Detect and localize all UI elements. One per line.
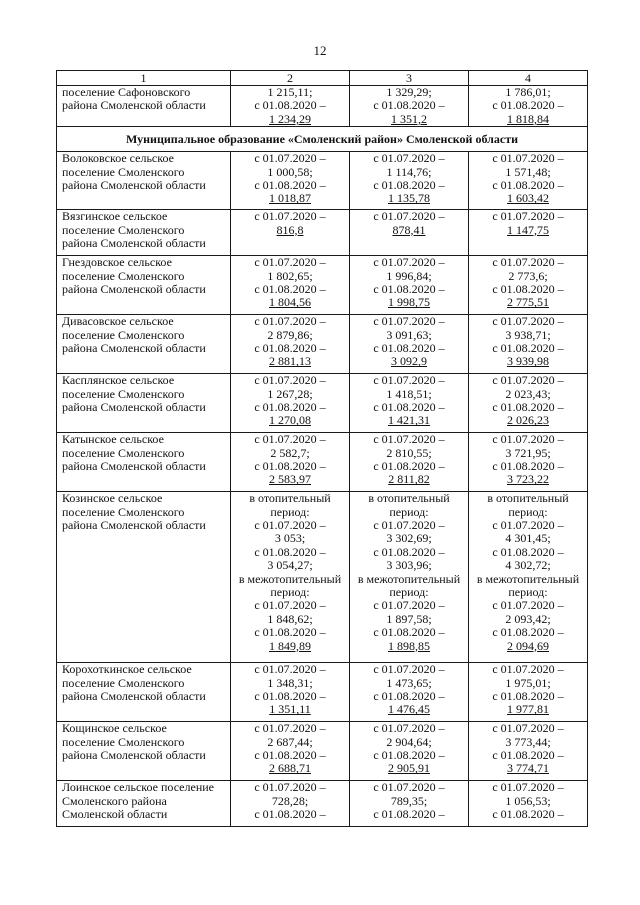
- tariff-line: с 01.07.2020 –: [373, 314, 445, 329]
- settlement-name-line: поселение Сафоновского: [62, 85, 191, 99]
- tariff-line: с 01.08.2020 –: [492, 282, 564, 297]
- tariff-line: с 01.07.2020 –: [492, 518, 564, 533]
- tariff-line: с 01.08.2020 –: [373, 459, 445, 474]
- tariff-line: с 01.07.2020 –: [492, 780, 564, 795]
- tariff-line: с 01.07.2020 –: [373, 209, 445, 224]
- settlement-name-line: Вязгинское сельское: [62, 209, 168, 224]
- tariff-line: с 01.08.2020 –: [492, 689, 564, 704]
- tariff-line: 3 302,69;: [386, 531, 432, 546]
- table-row: [57, 256, 588, 315]
- settlement-name-line: поселение Смоленского: [62, 222, 185, 237]
- tariff-col3-cell: [350, 210, 469, 256]
- settlement-name-line: Дивасовское сельское: [62, 314, 174, 329]
- tariff-line: 1 897,58;: [386, 611, 432, 626]
- tariff-col3-cell: [350, 256, 469, 315]
- tariff-line: 2 026,23: [507, 413, 549, 428]
- settlement-name-line: Козинское сельское: [62, 491, 163, 506]
- settlement-name-line: района Смоленской области: [62, 518, 206, 533]
- tariff-line: 1 329,29;: [386, 85, 432, 99]
- tariff-col4-cell: [469, 210, 588, 256]
- tariff-line: с 01.08.2020 –: [254, 625, 326, 640]
- settlement-name-line: поселение Смоленского: [62, 327, 185, 342]
- tariff-line: 1 000,58;: [267, 164, 313, 179]
- settlement-name-line: района Смоленской области: [62, 236, 206, 251]
- tariff-line: с 01.07.2020 –: [254, 780, 326, 795]
- tariff-line: с 01.07.2020 –: [254, 373, 326, 388]
- tariff-line: с 01.08.2020 –: [254, 807, 326, 822]
- tariff-line: 1 421,31: [388, 413, 430, 428]
- table-row: [57, 722, 588, 781]
- tariff-line: 1 898,85: [388, 638, 430, 653]
- tariff-line: 2 773,6;: [508, 268, 548, 283]
- tariff-line: 1 998,75: [388, 295, 430, 310]
- table-row: [57, 663, 588, 722]
- settlement-name-line: района Смоленской области: [62, 689, 206, 704]
- tariff-line: с 01.07.2020 –: [492, 373, 564, 388]
- tariff-line: с 01.07.2020 –: [373, 518, 445, 533]
- tariff-line: 2 093,42;: [505, 611, 551, 626]
- settlement-name-line: Катынское сельское: [62, 432, 164, 447]
- tariff-col4-cell: [469, 374, 588, 433]
- tariff-line: период:: [389, 585, 429, 600]
- tariff-line: 1 234,29: [269, 111, 311, 126]
- tariff-line: с 01.08.2020 –: [373, 341, 445, 356]
- tariff-line: с 01.07.2020 –: [254, 151, 326, 166]
- settlement-name-line: Кощинское сельское: [62, 721, 167, 736]
- tariff-line: с 01.07.2020 –: [373, 598, 445, 613]
- tariff-line: с 01.08.2020 –: [492, 341, 564, 356]
- tariff-line: 2 687,44;: [267, 734, 313, 749]
- settlement-name-cell: [57, 781, 231, 827]
- tariff-line: 878,41: [392, 222, 426, 237]
- tariff-col4-cell: [469, 86, 588, 127]
- tariff-line: с 01.08.2020 –: [373, 625, 445, 640]
- tariff-line: с 01.08.2020 –: [492, 459, 564, 474]
- tariff-line: с 01.08.2020 –: [373, 98, 445, 113]
- tariff-line: с 01.07.2020 –: [373, 373, 445, 388]
- tariff-line: период:: [508, 585, 548, 600]
- tariff-line: период:: [508, 504, 548, 519]
- settlement-name-line: Смоленской области: [62, 807, 168, 822]
- settlement-name-line: района Смоленской области: [62, 400, 206, 415]
- tariff-line: с 01.08.2020 –: [492, 625, 564, 640]
- settlement-name-line: района Смоленской области: [62, 341, 206, 356]
- table-row: [57, 315, 588, 374]
- tariff-line: с 01.08.2020 –: [373, 748, 445, 763]
- tariff-line: с 01.08.2020 –: [373, 544, 445, 559]
- tariff-line: с 01.08.2020 –: [254, 98, 326, 113]
- table-row: [57, 781, 588, 827]
- table-header-row: [57, 71, 588, 86]
- settlement-name-cell: [57, 492, 231, 663]
- tariff-col3-cell: [350, 492, 469, 663]
- tariff-col2-cell: [231, 152, 350, 210]
- tariff-col3-cell: [350, 781, 469, 827]
- tariff-line: с 01.08.2020 –: [373, 689, 445, 704]
- tariff-line: 1 135,78: [388, 191, 430, 206]
- section-title: Муниципальное образование «Смоленский район» Смоленской области: [57, 127, 588, 152]
- tariff-line: 2 811,82: [388, 472, 430, 487]
- tariff-line: с 01.08.2020 –: [373, 400, 445, 415]
- tariff-line: 2 583,97: [269, 472, 311, 487]
- settlement-name-cell: [57, 722, 231, 781]
- settlement-name-cell: [57, 663, 231, 722]
- tariff-col3-cell: [350, 152, 469, 210]
- tariff-line: с 01.07.2020 –: [373, 255, 445, 270]
- tariff-line: 1 351,11: [269, 702, 311, 717]
- settlement-name-cell: [57, 315, 231, 374]
- tariff-line: 2 094,69: [507, 638, 549, 653]
- tariff-line: 2 810,55;: [386, 445, 432, 460]
- section-row: [57, 127, 588, 152]
- tariff-line: 1 473,65;: [386, 675, 432, 690]
- tariff-col2-cell: [231, 210, 350, 256]
- tariff-line: с 01.07.2020 –: [254, 209, 326, 224]
- tariff-line: с 01.08.2020 –: [254, 544, 326, 559]
- tariff-col2-cell: [231, 663, 350, 722]
- tariff-line: 3 773,44;: [505, 734, 551, 749]
- tariff-line: 1 996,84;: [386, 268, 432, 283]
- settlement-name-line: Лоинское сельское поселение: [62, 780, 214, 795]
- table-row-continued: [57, 86, 588, 127]
- settlement-name-line: района Смоленской области: [62, 459, 206, 474]
- tariff-line: 1 571,48;: [505, 164, 551, 179]
- tariff-line: 2 879,86;: [267, 327, 313, 342]
- tariff-col2-cell: [231, 492, 350, 663]
- tariff-line: 2 904,64;: [386, 734, 432, 749]
- tariff-line: 4 302,72;: [505, 558, 551, 573]
- tariff-line: с 01.08.2020 –: [254, 341, 326, 356]
- tariff-line: с 01.08.2020 –: [492, 98, 564, 113]
- settlement-name-cell: [57, 433, 231, 492]
- tariff-line: с 01.08.2020 –: [254, 400, 326, 415]
- table-row: [57, 374, 588, 433]
- tariff-line: с 01.07.2020 –: [373, 151, 445, 166]
- tariff-col4-cell: [469, 152, 588, 210]
- tariff-line: с 01.08.2020 –: [254, 459, 326, 474]
- tariff-line: 3 721,95;: [505, 445, 551, 460]
- tariff-col2-cell: [231, 433, 350, 492]
- tariff-line: 1 849,89: [269, 638, 311, 653]
- settlement-name-line: поселение Смоленского: [62, 164, 185, 179]
- tariff-col2-cell: [231, 256, 350, 315]
- tariff-line: 2 775,51: [507, 295, 549, 310]
- tariff-line: с 01.07.2020 –: [492, 721, 564, 736]
- table-row: [57, 152, 588, 210]
- tariff-line: с 01.07.2020 –: [492, 255, 564, 270]
- tariff-line: 816,8: [276, 222, 304, 237]
- settlement-name-line: поселение Смоленского: [62, 504, 185, 519]
- tariff-line: 1 348,31;: [267, 675, 313, 690]
- column-header-4: 4: [469, 71, 588, 86]
- tariff-line: с 01.08.2020 –: [254, 748, 326, 763]
- settlement-name-line: района Смоленской области: [62, 178, 206, 193]
- tariff-line: 3 723,22: [507, 472, 549, 487]
- settlement-name-line: района Смоленской области: [62, 282, 206, 297]
- tariff-line: 4 301,45;: [505, 531, 551, 546]
- tariff-col2-cell: [231, 781, 350, 827]
- tariff-line: с 01.08.2020 –: [254, 178, 326, 193]
- tariff-line: 2 905,91: [388, 761, 430, 776]
- settlement-name-line: района Смоленской области: [62, 98, 206, 113]
- tariff-col3-cell: [350, 722, 469, 781]
- settlement-name-line: поселение Смоленского: [62, 268, 185, 283]
- settlement-name-cell: [57, 152, 231, 210]
- tariff-line: 2 582,7;: [270, 445, 310, 460]
- tariff-line: в отопительный: [368, 491, 450, 506]
- tariff-line: с 01.07.2020 –: [373, 780, 445, 795]
- tariff-line: с 01.07.2020 –: [492, 314, 564, 329]
- tariff-line: в отопительный: [249, 491, 331, 506]
- tariff-col4-cell: [469, 256, 588, 315]
- settlement-name-line: поселение Смоленского: [62, 675, 185, 690]
- tariff-col3-cell: [350, 374, 469, 433]
- tariff-line: 3 092,9: [391, 354, 427, 369]
- tariff-col4-cell: [469, 663, 588, 722]
- column-header-2: 2: [231, 71, 350, 86]
- tariff-line: 1 267,28;: [267, 386, 313, 401]
- settlement-name-line: Корохоткинское сельское: [62, 662, 192, 677]
- page-number: 12: [313, 43, 327, 58]
- tariff-line: с 01.07.2020 –: [373, 432, 445, 447]
- tariff-col2-cell: [231, 374, 350, 433]
- tariff-line: 1 270,08: [269, 413, 311, 428]
- tariff-line: период:: [270, 585, 310, 600]
- tariff-line: 3 091,63;: [386, 327, 432, 342]
- tariff-line: 789,35;: [390, 793, 428, 808]
- tariff-line: с 01.07.2020 –: [254, 662, 326, 677]
- tariff-col4-cell: [469, 722, 588, 781]
- tariff-line: с 01.08.2020 –: [373, 282, 445, 297]
- tariff-line: 1 056,53;: [505, 793, 551, 808]
- tariff-col2-cell: [231, 315, 350, 374]
- tariff-line: с 01.07.2020 –: [373, 662, 445, 677]
- tariff-line: в отопительный: [487, 491, 569, 506]
- tariff-line: с 01.08.2020 –: [373, 178, 445, 193]
- tariff-line: с 01.07.2020 –: [373, 721, 445, 736]
- tariff-line: 1 977,81: [507, 702, 549, 717]
- tariff-line: с 01.08.2020 –: [492, 748, 564, 763]
- tariff-line: 1 804,56: [269, 295, 311, 310]
- settlement-name-cell: [57, 86, 231, 127]
- tariff-line: в межотопительный: [476, 571, 580, 586]
- tariff-col4-cell: [469, 781, 588, 827]
- tariff-line: 1 018,87: [269, 191, 311, 206]
- tariff-col3-cell: [350, 663, 469, 722]
- settlement-name-line: Смоленского района: [62, 793, 167, 808]
- tariff-line: 1 818,84: [507, 111, 549, 126]
- tariff-line: с 01.08.2020 –: [492, 178, 564, 193]
- tariff-line: 3 774,71: [507, 761, 549, 776]
- tariff-line: 1 215,11;: [267, 85, 313, 99]
- tariff-line: 3 938,71;: [505, 327, 551, 342]
- tariff-line: с 01.07.2020 –: [254, 518, 326, 533]
- tariff-line: с 01.07.2020 –: [492, 598, 564, 613]
- tariff-col2-cell: [231, 86, 350, 127]
- tariff-line: 1 351,2: [391, 111, 427, 126]
- tariff-col3-cell: [350, 86, 469, 127]
- settlement-name-line: поселение Смоленского: [62, 734, 185, 749]
- settlement-name-cell: [57, 256, 231, 315]
- table-row: [57, 492, 588, 663]
- column-header-1: 1: [57, 71, 231, 86]
- tariff-line: 2 881,13: [269, 354, 311, 369]
- tariff-line: с 01.07.2020 –: [254, 255, 326, 270]
- tariff-line: с 01.08.2020 –: [492, 544, 564, 559]
- tariff-line: с 01.07.2020 –: [492, 662, 564, 677]
- tariff-col4-cell: [469, 433, 588, 492]
- tariff-line: 1 147,75: [507, 222, 549, 237]
- tariff-line: с 01.07.2020 –: [254, 314, 326, 329]
- tariff-line: в межотопительный: [238, 571, 342, 586]
- tariff-line: 1 603,42: [507, 191, 549, 206]
- tariff-col3-cell: [350, 433, 469, 492]
- tariff-line: с 01.07.2020 –: [492, 432, 564, 447]
- tariff-line: 1 476,45: [388, 702, 430, 717]
- tariff-line: с 01.07.2020 –: [492, 151, 564, 166]
- tariff-line: 1 114,76;: [386, 164, 432, 179]
- tariff-line: 2 688,71: [269, 761, 311, 776]
- tariff-line: 2 023,43;: [505, 386, 551, 401]
- tariff-line: 3 303,96;: [386, 558, 432, 573]
- tariff-line: в межотопительный: [357, 571, 461, 586]
- tariff-line: 3 939,98: [507, 354, 549, 369]
- tariff-line: с 01.08.2020 –: [492, 807, 564, 822]
- settlement-name-line: поселение Смоленского: [62, 445, 185, 460]
- tariff-line: 3 054,27;: [267, 558, 313, 573]
- tariff-line: 1 786,01;: [505, 85, 551, 99]
- table-row: [57, 210, 588, 256]
- tariff-col2-cell: [231, 722, 350, 781]
- settlement-name-line: Касплянское сельское: [62, 373, 175, 388]
- tariff-line: 1 802,65;: [267, 268, 313, 283]
- tariff-line: 728,28;: [271, 793, 309, 808]
- tariff-line: 1 975,01;: [505, 675, 551, 690]
- tariff-line: с 01.07.2020 –: [492, 209, 564, 224]
- settlement-name-line: поселение Смоленского: [62, 386, 185, 401]
- tariff-col4-cell: [469, 315, 588, 374]
- tariff-line: период:: [270, 504, 310, 519]
- settlement-name-cell: [57, 374, 231, 433]
- tariff-line: с 01.07.2020 –: [254, 432, 326, 447]
- tariff-line: с 01.07.2020 –: [254, 721, 326, 736]
- table-row: [57, 433, 588, 492]
- tariff-line: с 01.08.2020 –: [373, 807, 445, 822]
- settlement-name-cell: [57, 210, 231, 256]
- tariff-line: с 01.07.2020 –: [254, 598, 326, 613]
- tariff-line: с 01.08.2020 –: [254, 282, 326, 297]
- settlement-name-line: Волоковское сельское: [62, 151, 174, 166]
- tariff-line: 3 053;: [274, 531, 306, 546]
- tariff-table: [56, 70, 588, 827]
- tariff-line: с 01.08.2020 –: [254, 689, 326, 704]
- tariff-line: период:: [389, 504, 429, 519]
- tariff-line: 1 418,51;: [386, 386, 432, 401]
- tariff-line: с 01.08.2020 –: [492, 400, 564, 415]
- tariff-line: 1 848,62;: [267, 611, 313, 626]
- tariff-col4-cell: [469, 492, 588, 663]
- settlement-name-line: Гнездовское сельское: [62, 255, 172, 270]
- tariff-col3-cell: [350, 315, 469, 374]
- settlement-name-line: района Смоленской области: [62, 748, 206, 763]
- column-header-3: 3: [350, 71, 469, 86]
